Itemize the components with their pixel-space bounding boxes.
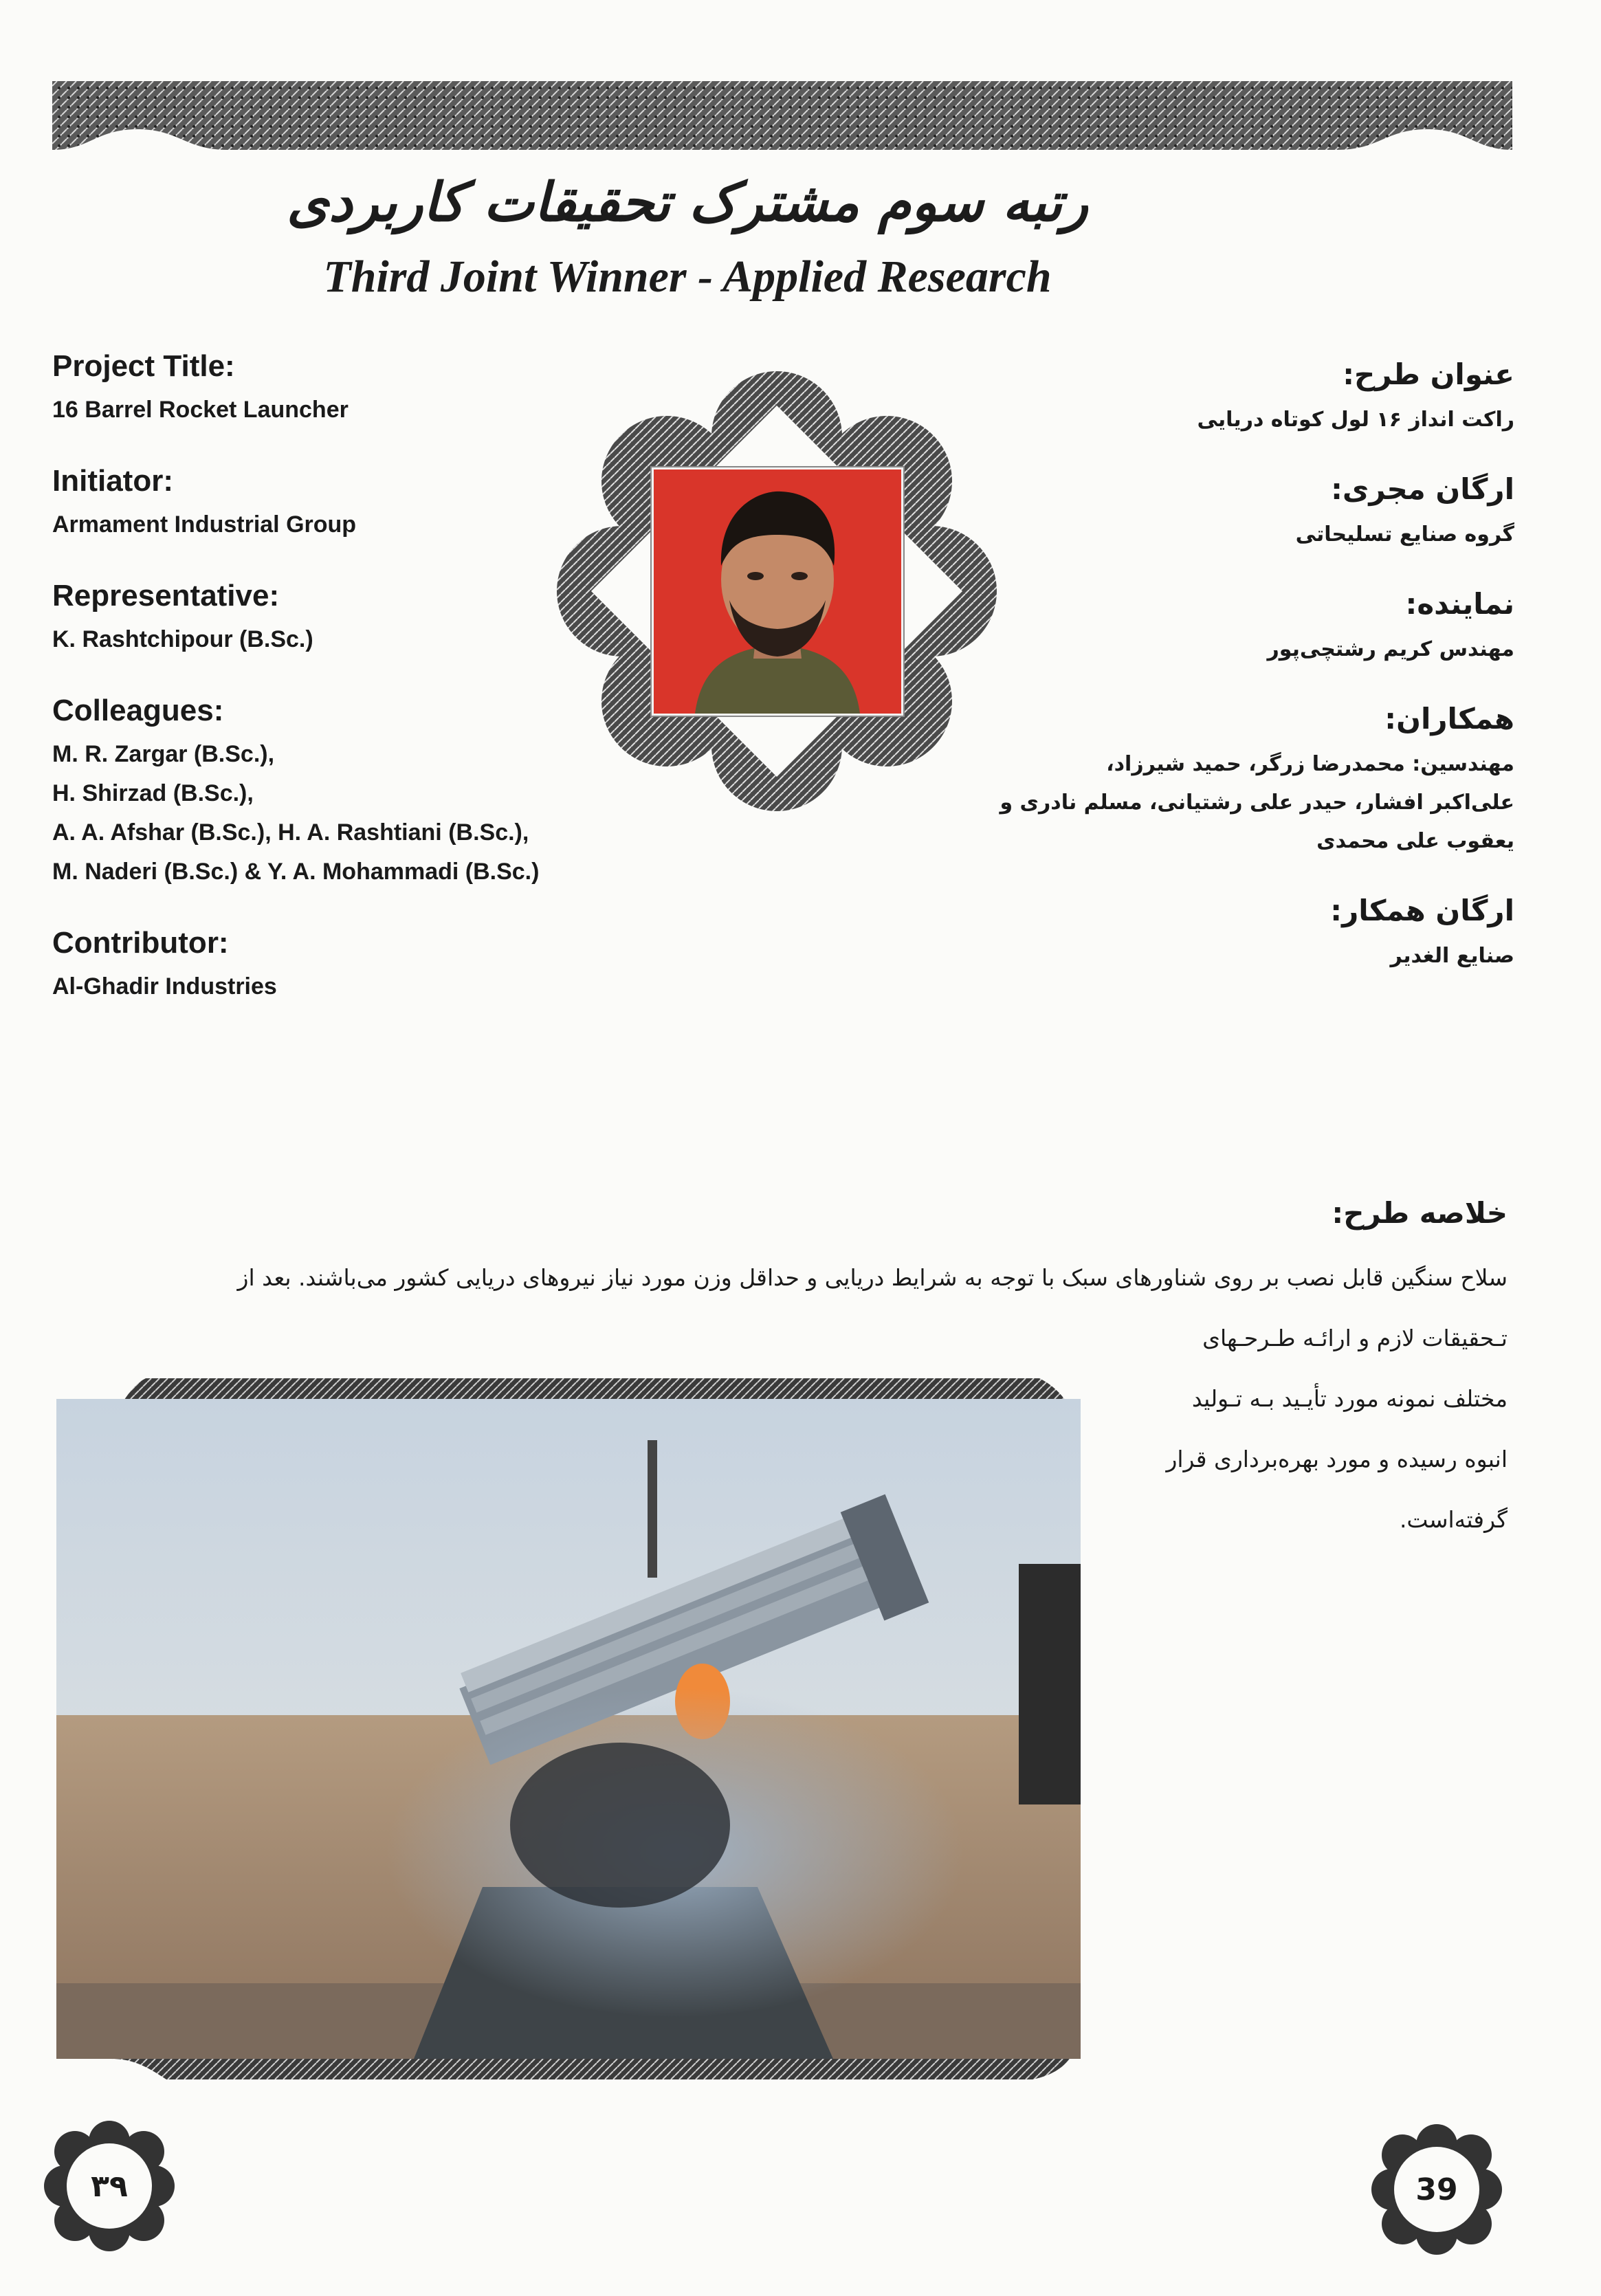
colleagues-label: Colleagues: [52, 694, 224, 727]
project-title-block-fa [951, 357, 1514, 439]
initiator-block-fa [951, 472, 1514, 554]
representative-value-fa: مهندس کریم رشتچی‌پور [1267, 637, 1514, 661]
summary-line: سلاح سنگین قابل نصب بر روی شناورهای سبک با توجه به شرایط دریایی و حداقل وزن مورد نیاز نیروهای دریایی کشور می‌باشند. بعد از [237, 1264, 1508, 1291]
initiator-value: Armament Industrial Group [52, 511, 357, 538]
summary-line: گرفته‌است. [1399, 1506, 1508, 1533]
contributor-label-fa: ارگان همکار: [1330, 894, 1514, 927]
contributor-value-fa: صنایع الغدیر [1390, 944, 1514, 968]
summary-line: تـحقیقات لازم و ارائـه طـرحـهای [1202, 1325, 1508, 1351]
project-title-label-fa: عنوان طرح: [1343, 357, 1514, 391]
rocket-launcher-photo [56, 1378, 1101, 2079]
representative-label: Representative: [52, 579, 280, 612]
representative-value: K. Rashtchipour (B.Sc.) [52, 626, 313, 652]
project-title-value: 16 Barrel Rocket Launcher [52, 397, 349, 423]
project-title-value-fa: راکت انداز ۱۶ لول کوتاه دریایی [1197, 408, 1514, 432]
colleagues-label-fa: همکاران: [1384, 702, 1514, 736]
page-title-fa: رتبه سوم مشترک تحقیقات کاربردی [287, 172, 1088, 234]
colleagues-line-fa: یعقوب علی محمدی [1316, 829, 1514, 853]
page-number-fa-wrapper [44, 2121, 175, 2251]
summary-line: انبوه رسیده و مورد بهره‌برداری قرار [1166, 1446, 1508, 1472]
page-title-en: Third Joint Winner - Applied Research [323, 252, 1052, 302]
header-banner [52, 81, 1512, 150]
representative-label-fa: نماینده: [1405, 587, 1514, 621]
colleagues-line: H. Shirzad (B.Sc.), [52, 780, 254, 806]
summary-label: خلاصه طرح: [1332, 1196, 1508, 1230]
contributor-block-fa [951, 894, 1514, 975]
contributor-value: Al-Ghadir Industries [52, 973, 277, 1000]
initiator-label: Initiator: [52, 464, 173, 498]
representative-block-fa [951, 587, 1514, 669]
farsi-info [951, 357, 1514, 1008]
colleagues-line: A. A. Afshar (B.Sc.), H. A. Rashtiani (B.Sc.), [52, 819, 529, 846]
page-number-fa: ۳۹ [91, 2168, 128, 2204]
page-number-en: 39 [1415, 2172, 1458, 2207]
page-number-en-wrapper [1371, 2124, 1502, 2255]
colleagues-line-fa: علی‌اکبر افشار، حیدر علی رشتیانی، مسلم نادری و [1000, 791, 1514, 815]
colleagues-line: M. R. Zargar (B.Sc.), [52, 741, 275, 767]
summary-line: مختلف نمونه مورد تأیـید بـه تـولید [1191, 1385, 1508, 1412]
colleagues-line: M. Naderi (B.Sc.) & Y. A. Mohammadi (B.Sc.) [52, 859, 540, 885]
colleagues-block-fa [951, 702, 1514, 861]
project-title-label: Project Title: [52, 349, 235, 383]
representative-photo [652, 467, 903, 716]
person-silhouette-icon [654, 470, 901, 714]
colleagues-line-fa: مهندسین: محمدرضا زرگر، حمید شیرزاد، [1106, 752, 1514, 776]
contributor-block [52, 926, 671, 1006]
initiator-value-fa: گروه صنایع تسلیحاتی [1295, 522, 1514, 547]
initiator-label-fa: ارگان مجری: [1331, 472, 1514, 506]
contributor-label: Contributor: [52, 926, 229, 960]
